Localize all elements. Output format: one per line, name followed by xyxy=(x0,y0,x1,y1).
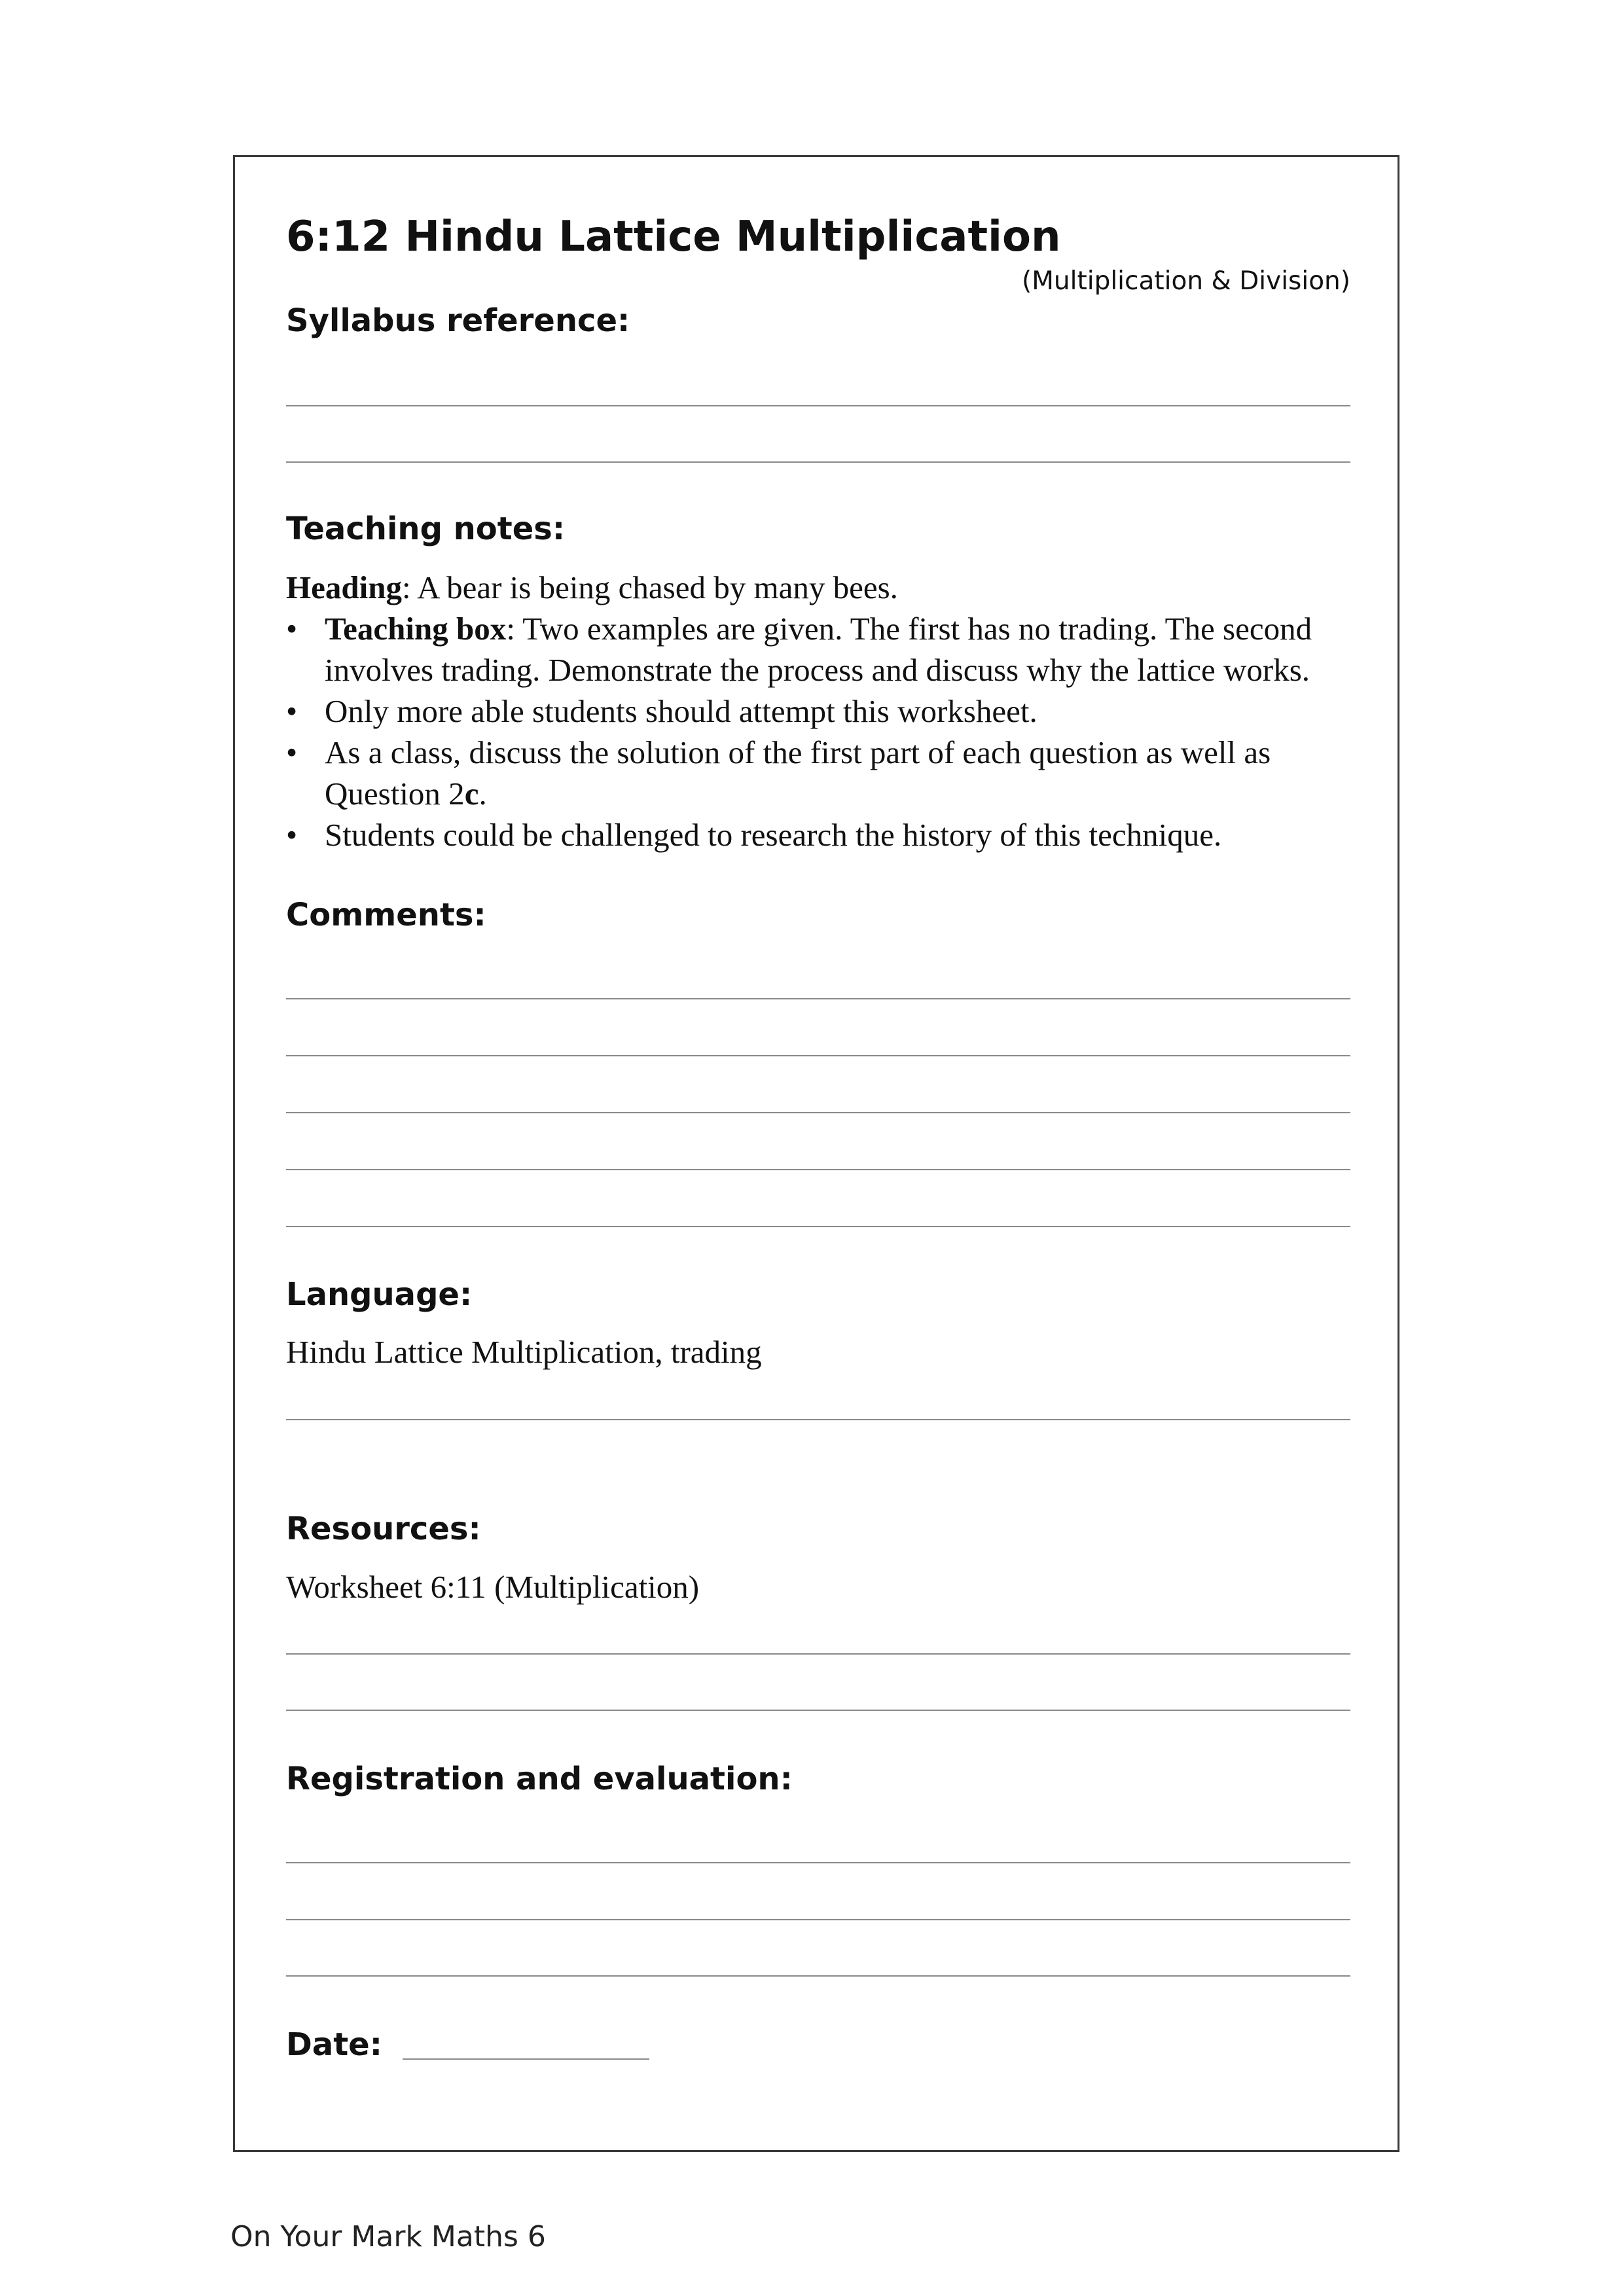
language-text: Hindu Lattice Multiplication, trading xyxy=(286,1334,762,1370)
language-line[interactable] xyxy=(286,1419,1350,1420)
resources-text: Worksheet 6:11 (Multiplication) xyxy=(286,1569,700,1605)
teaching-notes-intro xyxy=(286,567,1360,608)
teaching-notes-heading: Teaching notes: xyxy=(286,511,566,547)
comments-line-5[interactable] xyxy=(286,1226,1350,1227)
intro-bold: Heading xyxy=(286,569,402,605)
list-item-bold: c xyxy=(464,776,479,812)
syllabus-line-1[interactable] xyxy=(286,405,1350,406)
registration-line-3[interactable] xyxy=(286,1975,1350,1977)
comments-line-2[interactable] xyxy=(286,1055,1350,1056)
intro-text: : A bear is being chased by many bees. xyxy=(401,569,898,605)
comments-line-4[interactable] xyxy=(286,1169,1350,1170)
list-item-text: : Two examples are given. The first has no trading. The second involves trading. Demonstrate the process and discuss why the lattice works. xyxy=(325,611,1312,688)
language-heading: Language: xyxy=(286,1276,473,1313)
bullet-icon: • xyxy=(286,611,298,647)
resources-heading: Resources: xyxy=(286,1511,481,1547)
list-item-text-end: . xyxy=(478,776,487,812)
list-item-bold: Teaching box xyxy=(325,611,507,647)
resources-line-1[interactable] xyxy=(286,1653,1350,1655)
registration-line-1[interactable] xyxy=(286,1862,1350,1863)
registration-line-2[interactable] xyxy=(286,1919,1350,1920)
list-item xyxy=(286,608,1360,691)
date-label: Date: xyxy=(286,2026,382,2063)
list-item xyxy=(286,814,1360,855)
comments-line-1[interactable] xyxy=(286,998,1350,999)
bullet-icon: • xyxy=(286,734,298,770)
teaching-notes-body xyxy=(286,567,1360,855)
list-item-text: Students could be challenged to research the history of this technique. xyxy=(325,817,1222,853)
syllabus-heading: Syllabus reference: xyxy=(286,302,630,339)
list-item-text: As a class, discuss the solution of the first part of each question as well as Question 2 xyxy=(325,734,1271,812)
date-line[interactable] xyxy=(403,2058,649,2060)
page-title: 6:12 Hindu Lattice Multiplication xyxy=(286,213,1061,261)
registration-heading: Registration and evaluation: xyxy=(286,1761,793,1797)
list-item-text: Only more able students should attempt this worksheet. xyxy=(325,693,1038,729)
comments-heading: Comments: xyxy=(286,897,486,933)
page-subtitle: (Multiplication & Division) xyxy=(1022,266,1350,296)
bullet-icon: • xyxy=(286,693,298,729)
comments-line-3[interactable] xyxy=(286,1112,1350,1113)
page-frame xyxy=(233,155,1399,2152)
bullet-icon: • xyxy=(286,817,298,853)
teaching-notes-list xyxy=(286,608,1360,855)
list-item xyxy=(286,732,1360,814)
resources-line-2[interactable] xyxy=(286,1710,1350,1711)
footer-text: On Your Mark Maths 6 xyxy=(230,2220,546,2253)
syllabus-line-2[interactable] xyxy=(286,461,1350,463)
list-item xyxy=(286,691,1360,732)
